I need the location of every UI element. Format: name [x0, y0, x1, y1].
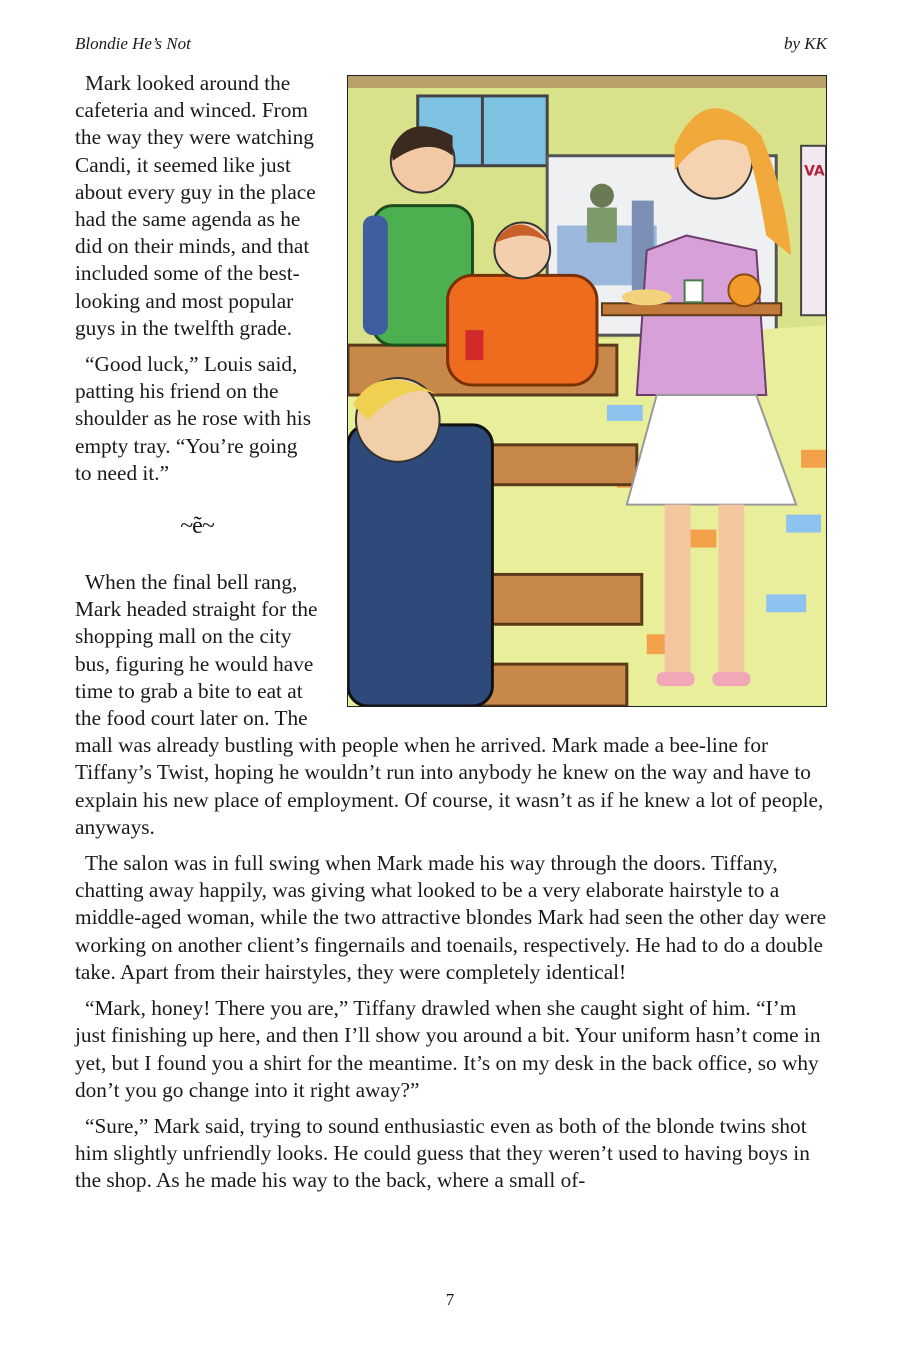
paragraph-6: “Sure,” Mark said, trying to sound enthusiastic even as both of the blonde twins shot him slightly unfriendly looks. He could guess that they weren’t used to having boys in the shop. As he made his way to the back, where a small of- — [75, 1113, 810, 1193]
section-break-ornament: ~ẽ~ — [180, 513, 214, 540]
cafeteria-illustration — [347, 75, 827, 707]
book-title: Blondie He’s Not — [75, 34, 191, 53]
paragraph-2: “Good luck,” Louis said, patting his friend on the shoulder as he rose with his empty tray. “You’re going to need it.” — [75, 352, 312, 485]
page-number: 7 — [445, 1290, 455, 1309]
paragraph-3: When the final bell rang, Mark headed straight for the shopping mall on the city bus, figuring he would have time to grab a bite to eat at the food court later on. The mall was already bustling with people when he arrived. Mark made a bee-line for Tiffany’s Twist, hoping he wouldn’t run into anybody he knew on the way and have to explain his new place of employment. Of course, it wasn’t as if he knew a lot of people, anyways. — [75, 570, 824, 839]
running-header — [75, 34, 827, 58]
wall-sign-text: VA — [804, 163, 825, 180]
paragraph-5: “Mark, honey! There you are,” Tiffany drawled when she caught sight of him. “I’m just finishing up here, and then I’ll show you around a bit. Your uniform hasn’t come in yet, but I found you a shirt for the meantime. It’s on my desk in the back office, so why don’t you go change into it right away?” — [75, 996, 821, 1102]
paragraph-4: The salon was in full swing when Mark made his way through the doors. Tiffany, chatting away happily, was giving what looked to be a very elaborate hairstyle to a middle-aged woman, while the two attractive blondes Mark had seen the other day were working on another client’s fingernails and toenails, respectively. He had to do a double take. Apart from their hairstyles, they were completely identical! — [75, 851, 827, 984]
author-name: by KK — [784, 34, 827, 53]
paragraph-1: Mark looked around the cafeteria and winced. From the way they were watching Candi, it seemed like just about every guy in the place had the same agenda as he did on their minds, and that included some of the best-looking and most popular guys in the twelfth grade. — [75, 71, 316, 340]
page-body — [75, 70, 827, 1204]
comic-illustration — [348, 76, 826, 706]
